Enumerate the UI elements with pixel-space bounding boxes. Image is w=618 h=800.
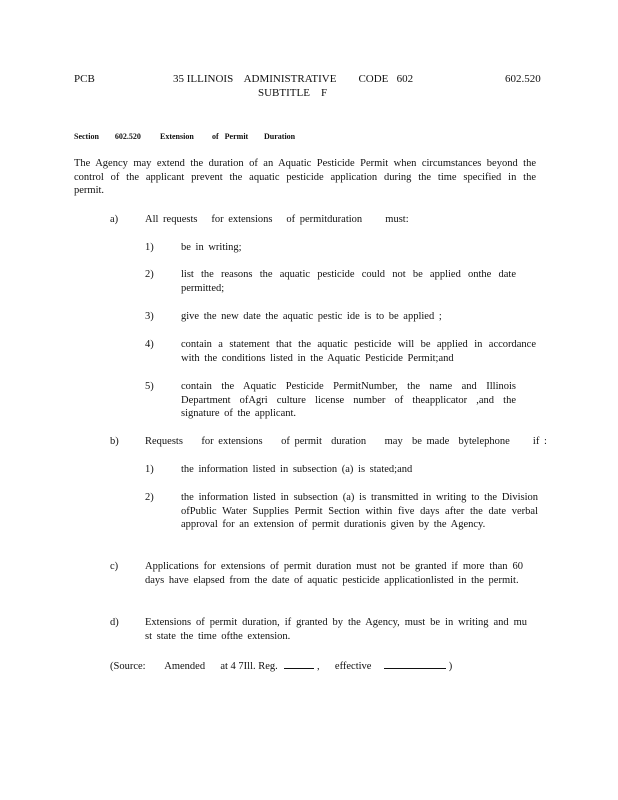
header-center-line1: 35 ILLINOIS ADMINISTRATIVE CODE 602 (173, 73, 414, 85)
item-d-label: d) (110, 617, 119, 628)
header-right: 602.520 (505, 73, 541, 85)
item-a5-text: contain the Aquatic Pesticide PermitNumber, the name and Illinois Department ofAgri culture license number of theapplicator ,and the signature of the applicant. (181, 381, 516, 420)
item-d-text: Extensions of permit duration, if granted by the Agency, must be in writing and mu st state the time ofthe extension. (145, 617, 527, 642)
source-close: ) (448, 661, 453, 672)
item-b1-text: the information listed in subsection (a) is stated;and (181, 464, 413, 475)
item-a2-label: 2) (145, 269, 154, 280)
item-a3-text: give the new date the aquatic pestic ide is to be applied ; (181, 311, 442, 322)
item-c-label: c) (110, 561, 119, 572)
section-title-word3: Duration (264, 132, 296, 141)
item-b-text: Requests for extensions of permit duration may be made bytelephone if : (145, 436, 547, 447)
source-amended: Amended (164, 661, 206, 672)
item-a4-label: 4) (145, 339, 154, 350)
item-a1-text: be in writing; (181, 242, 242, 253)
section-title-word2: of Permit (212, 132, 249, 141)
item-b1-label: 1) (145, 464, 154, 475)
source-open: (Source: (110, 661, 146, 672)
item-a4-text: contain a statement that the aquatic pesticide will be applied in accordance with the conditions listed in the Aquatic Pesticide Permit;and (181, 339, 536, 364)
source-citation: at 4 7Ill. Reg. (220, 661, 278, 672)
item-b2-text: the information listed in subsection (a) is transmitted in writing to the Division ofPublic Water Supplies Permit Section within five days after the date verbal approval for an extension of permit durationis given by the Agency. (181, 492, 538, 531)
header-left: PCB (74, 73, 95, 85)
source-comma: , (317, 661, 320, 672)
item-a-label: a) (110, 214, 119, 225)
item-a5-label: 5) (145, 381, 154, 392)
header-center-line2: SUBTITLE F (258, 87, 328, 99)
item-b2-label: 2) (145, 492, 154, 503)
register-page-blank (284, 658, 314, 669)
source-effective: effective (334, 661, 372, 672)
source-line (110, 658, 452, 673)
item-a-text: All requests for extensions of permitduration must: (145, 214, 409, 225)
item-b-label: b) (110, 436, 119, 447)
section-number: Section 602.520 (74, 132, 141, 141)
item-a3-label: 3) (145, 311, 154, 322)
section-title-word1: Extension (160, 132, 194, 141)
item-a1-label: 1) (145, 242, 154, 253)
intro-paragraph: The Agency may extend the duration of an Aquatic Pesticide Permit when circumstances beyond the control of the applicant prevent the aquatic pesticide application during the time specified in the permit. (74, 158, 536, 197)
item-a2-text: list the reasons the aquatic pesticide could not be applied onthe date permitted; (181, 269, 516, 294)
item-c-text: Applications for extensions of permit duration must not be granted if more than 60 days have elapsed from the date of aquatic pesticide applicationlisted in the permit. (145, 561, 523, 586)
effective-date-blank (384, 658, 446, 669)
